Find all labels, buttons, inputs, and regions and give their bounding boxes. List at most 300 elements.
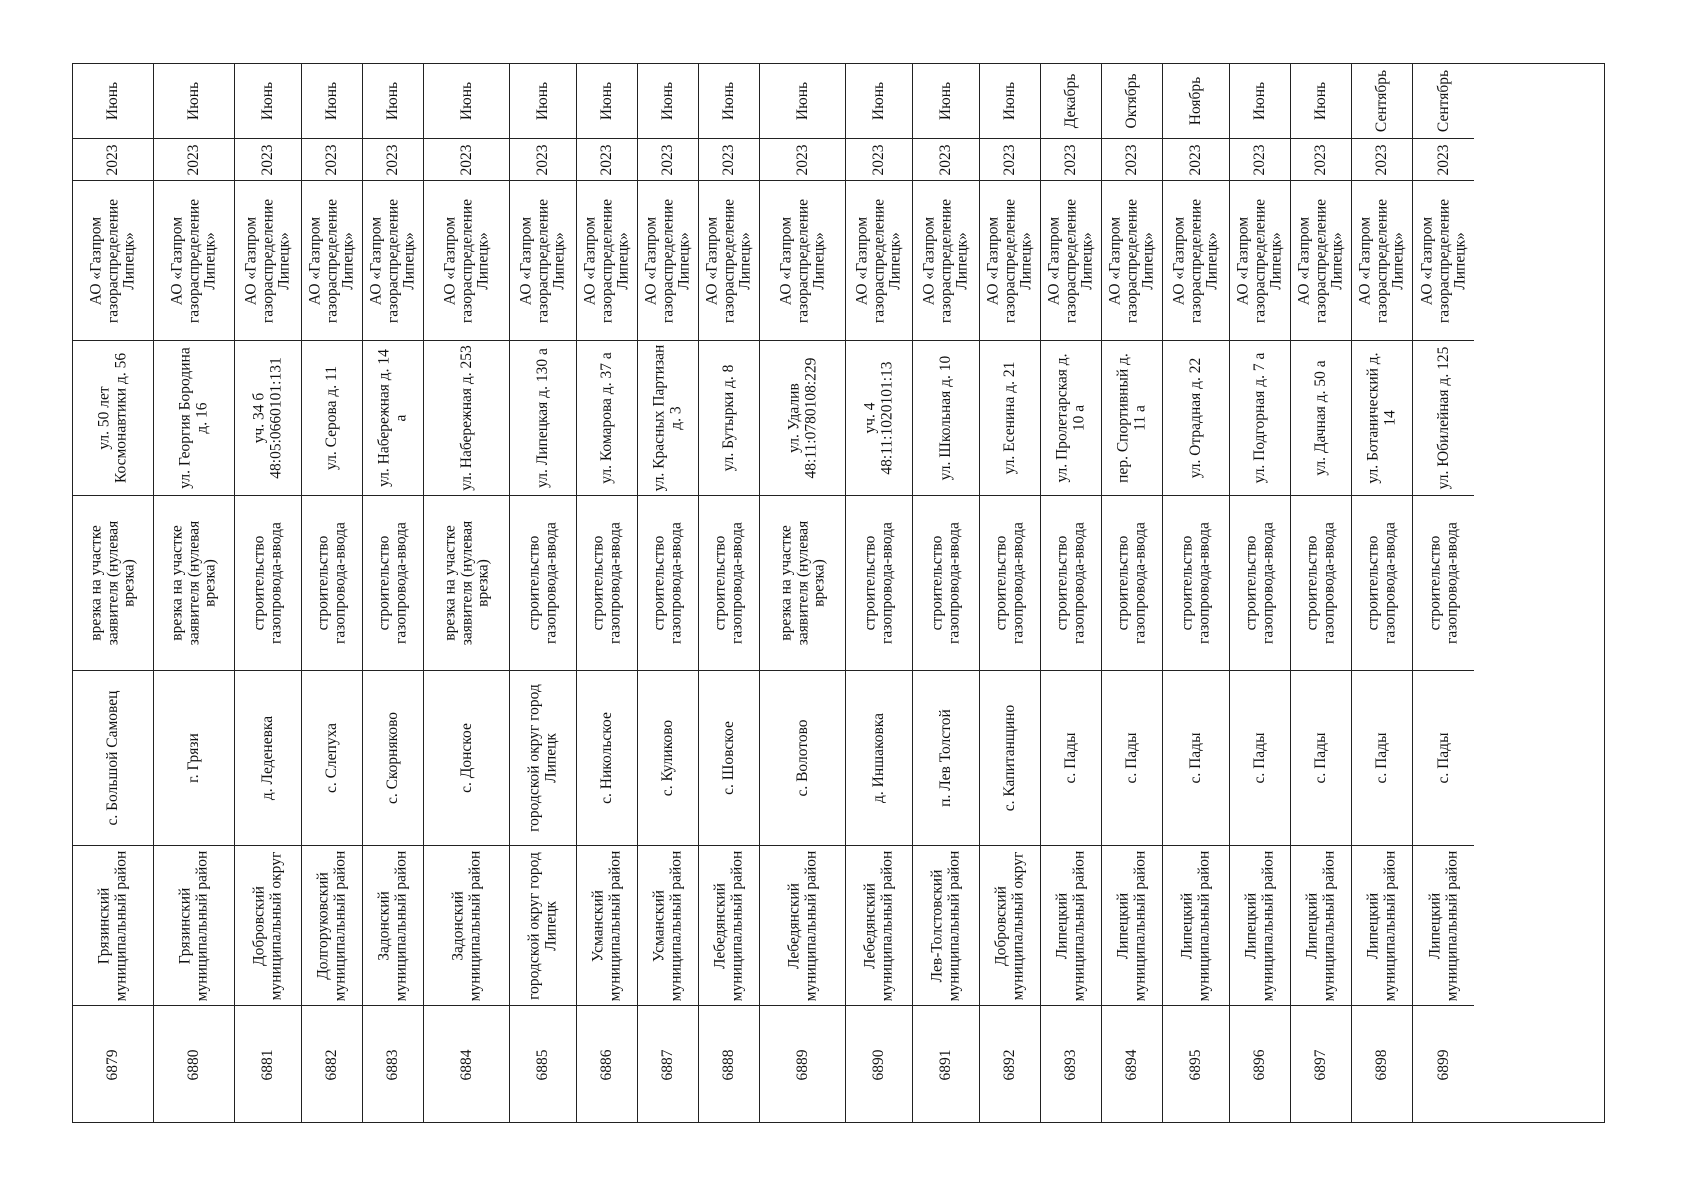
year-text: 2023 [533,144,551,175]
cell-locality [846,671,912,846]
num-text: 6887 [658,1049,676,1081]
organization-text: АО «Газпром газораспределение Липецк» [1356,198,1407,323]
cell-organization [846,181,912,341]
cell-work-type [638,496,698,671]
cell-year [980,139,1040,181]
cell-district [510,846,576,1006]
cell-month [1102,64,1162,139]
cell-year [1230,139,1290,181]
cell-address [760,341,845,496]
cell-month [73,64,153,139]
month-text: Декабрь [1061,73,1079,129]
cell-work-type [235,496,301,671]
cell-district [1291,846,1351,1006]
record-column [1291,64,1352,1122]
address-text: ул. Юбилейная д. 125 [1434,346,1452,490]
cell-address [1291,341,1351,496]
cell-month [424,64,509,139]
locality-text: г. Грязи [184,733,202,783]
month-text: Ноябрь [1186,76,1204,126]
cell-month [699,64,759,139]
cell-district [363,846,423,1006]
district-text: Долгоруковский муниципальный район [314,850,348,1001]
num-text: 6894 [1122,1049,1140,1081]
cell-month [846,64,912,139]
cell-year [363,139,423,181]
cell-work-type [73,496,153,671]
cell-locality [980,671,1040,846]
num-text: 6891 [936,1049,954,1081]
cell-organization [1352,181,1412,341]
year-text: 2023 [1434,144,1452,175]
record-column [363,64,424,1122]
cell-organization [699,181,759,341]
year-text: 2023 [383,144,401,175]
district-text: Задонский муниципальный район [449,850,483,1001]
year-text: 2023 [719,144,737,175]
cell-month [638,64,698,139]
cell-address [1163,341,1229,496]
month-text: Июнь [533,81,551,121]
organization-text: АО «Газпром газораспределение Липецк» [242,198,293,323]
num-text: 6884 [457,1049,475,1081]
cell-num [760,1006,845,1124]
work-type-text: строительство газопровода-ввода [1053,522,1087,644]
address-text: ул. Есенина д. 21 [1000,361,1018,475]
cell-district [424,846,509,1006]
cell-year [1413,139,1474,181]
work-type-text: строительство газопровода-ввода [1303,522,1337,644]
cell-district [760,846,845,1006]
cell-month [1163,64,1229,139]
cell-month [510,64,576,139]
cell-month [913,64,979,139]
organization-text: АО «Газпром газораспределение Липецк» [1106,198,1157,323]
work-type-text: врезка на участке заявителя (нулевая врезка) [168,520,219,646]
num-text: 6883 [383,1049,401,1081]
cell-address [235,341,301,496]
work-type-text: врезка на участке заявителя (нулевая врезка) [776,520,827,646]
locality-text: д. Иншаковка [869,713,887,803]
cell-num [1413,1006,1474,1124]
district-text: Липецкий муниципальный район [1053,850,1087,1001]
cell-work-type [1352,496,1412,671]
cell-year [577,139,637,181]
cell-work-type [913,496,979,671]
work-type-text: строительство газопровода-ввода [314,522,348,644]
cell-num [638,1006,698,1124]
cell-district [577,846,637,1006]
year-text: 2023 [869,144,887,175]
year-text: 2023 [1061,144,1079,175]
record-column [913,64,980,1122]
organization-text: АО «Газпром газораспределение Липецк» [367,198,418,323]
locality-text: с. Донское [457,723,475,793]
work-type-text: строительство газопровода-ввода [525,522,559,644]
cell-work-type [980,496,1040,671]
cell-year [638,139,698,181]
organization-text: АО «Газпром газораспределение Липецк» [517,198,568,323]
cell-organization [1102,181,1162,341]
cell-district [73,846,153,1006]
year-text: 2023 [1122,144,1140,175]
record-column [1163,64,1230,1122]
work-type-text: строительство газопровода-ввода [250,522,284,644]
cell-address [510,341,576,496]
cell-address [302,341,362,496]
cell-year [1163,139,1229,181]
locality-text: с. Шовское [719,721,737,795]
record-column [638,64,699,1122]
cell-work-type [510,496,576,671]
cell-locality [1102,671,1162,846]
cell-organization [1413,181,1474,341]
cell-address [1102,341,1162,496]
record-column [699,64,760,1122]
organization-text: АО «Газпром газораспределение Липецк» [1417,198,1468,323]
cell-district [1413,846,1474,1006]
cell-address [980,341,1040,496]
cell-num [846,1006,912,1124]
num-text: 6897 [1311,1049,1329,1081]
num-text: 6880 [184,1049,202,1081]
address-text: пер. Спортивный д. 11 а [1114,353,1148,483]
num-text: 6892 [1000,1049,1018,1081]
record-column [1413,64,1474,1122]
cell-year [1041,139,1101,181]
year-text: 2023 [597,144,615,175]
cell-num [510,1006,576,1124]
month-text: Июнь [258,81,276,121]
cell-organization [638,181,698,341]
work-type-text: строительство газопровода-ввода [1114,522,1148,644]
cell-num [577,1006,637,1124]
month-text: Июнь [936,81,954,121]
cell-organization [1041,181,1101,341]
year-text: 2023 [103,144,121,175]
cell-address [1413,341,1474,496]
district-text: Добровский муниципальный округ [992,851,1026,1000]
year-text: 2023 [658,144,676,175]
cell-num [1041,1006,1101,1124]
locality-text: с. Никольское [597,712,615,804]
year-text: 2023 [184,144,202,175]
cell-district [302,846,362,1006]
year-text: 2023 [936,144,954,175]
year-text: 2023 [322,144,340,175]
month-text: Июнь [1000,81,1018,121]
organization-text: АО «Газпром газораспределение Липецк» [581,198,632,323]
cell-month [1413,64,1474,139]
cell-year [1291,139,1351,181]
address-text: ул. Удалив 48:11:0780108:229 [785,357,819,479]
address-text: уч. 4 48:11:1020101:13 [861,361,895,475]
organization-text: АО «Газпром газораспределение Липецк» [87,198,138,323]
district-text: Грязинский муниципальный район [95,850,129,1001]
num-text: 6890 [869,1049,887,1081]
cell-num [1291,1006,1351,1124]
district-text: Лебедянский муниципальный район [711,850,745,1001]
cell-num [980,1006,1040,1124]
locality-text: с. Скорняково [383,711,401,805]
cell-num [154,1006,234,1124]
cell-month [1041,64,1101,139]
locality-text: с. Волотово [793,719,811,797]
cell-address [73,341,153,496]
work-type-text: строительство газопровода-ввода [1178,522,1212,644]
cell-locality [577,671,637,846]
record-column [73,64,154,1122]
record-column [1102,64,1163,1122]
cell-district [1230,846,1290,1006]
cell-organization [235,181,301,341]
cell-organization [913,181,979,341]
num-text: 6895 [1186,1049,1204,1081]
cell-num [302,1006,362,1124]
num-text: 6879 [103,1049,121,1081]
num-text: 6882 [322,1049,340,1081]
organization-text: АО «Газпром газораспределение Липецк» [984,198,1035,323]
cell-month [577,64,637,139]
record-column [846,64,913,1122]
cell-year [302,139,362,181]
cell-district [846,846,912,1006]
cell-work-type [1291,496,1351,671]
organization-text: АО «Газпром газораспределение Липецк» [703,198,754,323]
cell-locality [760,671,845,846]
month-text: Июнь [322,81,340,121]
month-text: Июнь [793,81,811,121]
month-text: Июнь [103,81,121,121]
district-text: Лебедянский муниципальный район [785,850,819,1001]
address-text: ул. Георгия Бородина д. 16 [176,347,210,489]
address-text: уч. 34 б 48:05:0660101:131 [250,357,284,479]
year-text: 2023 [1000,144,1018,175]
cell-organization [1291,181,1351,341]
locality-text: д. Леденевка [258,715,276,801]
cell-work-type [1413,496,1474,671]
work-type-text: строительство газопровода-ввода [589,522,623,644]
district-text: Грязинский муниципальный район [176,850,210,1001]
cell-locality [1413,671,1474,846]
year-text: 2023 [258,144,276,175]
address-text: ул. Серова д. 11 [322,366,340,470]
cell-address [1041,341,1101,496]
cell-year [510,139,576,181]
address-text: ул. Школьная д. 10 [936,355,954,481]
year-text: 2023 [793,144,811,175]
cell-month [760,64,845,139]
record-column [1230,64,1291,1122]
record-column [235,64,302,1122]
cell-locality [699,671,759,846]
cell-district [638,846,698,1006]
address-text: ул. Дачная д. 50 а [1311,360,1329,476]
cell-year [73,139,153,181]
cell-work-type [577,496,637,671]
month-text: Июнь [1250,81,1268,121]
cell-address [424,341,509,496]
cell-work-type [1041,496,1101,671]
organization-text: АО «Газпром газораспределение Липецк» [440,198,491,323]
year-text: 2023 [1311,144,1329,175]
work-type-text: строительство газопровода-ввода [1426,522,1460,644]
work-type-text: строительство газопровода-ввода [1364,522,1398,644]
district-text: Лебедянский муниципальный район [861,850,895,1001]
cell-organization [363,181,423,341]
cell-district [235,846,301,1006]
cell-year [1102,139,1162,181]
address-text: ул. 50 лет Космонавтики д. 56 [95,352,129,484]
cell-district [1163,846,1229,1006]
address-text: ул. Пролетарская д. 10 а [1053,353,1087,483]
address-text: ул. Набережная д. 14 а [375,349,409,487]
cell-month [154,64,234,139]
num-text: 6898 [1372,1049,1390,1081]
cell-num [699,1006,759,1124]
cell-organization [1163,181,1229,341]
record-column [1041,64,1102,1122]
num-text: 6899 [1434,1049,1452,1081]
cell-num [363,1006,423,1124]
district-text: Липецкий муниципальный район [1242,850,1276,1001]
cell-year [913,139,979,181]
work-type-text: строительство газопровода-ввода [861,522,895,644]
locality-text: с. Большой Самовец [103,690,121,826]
month-text: Июнь [1311,81,1329,121]
cell-address [577,341,637,496]
cell-locality [424,671,509,846]
address-text: ул. Набережная д. 253 [457,345,475,491]
cell-locality [154,671,234,846]
num-text: 6888 [719,1049,737,1081]
cell-year [235,139,301,181]
locality-text: с. Пады [1061,732,1079,784]
district-text: Липецкий муниципальный район [1178,850,1212,1001]
district-text: Усманский муниципальный район [650,850,684,1001]
cell-month [1230,64,1290,139]
cell-locality [1041,671,1101,846]
organization-text: АО «Газпром газораспределение Липецк» [306,198,357,323]
cell-num [1102,1006,1162,1124]
locality-text: с. Слепуха [322,722,340,794]
cell-locality [1230,671,1290,846]
cell-address [1230,341,1290,496]
cell-month [302,64,362,139]
month-text: Сентябрь [1372,69,1390,133]
organization-text: АО «Газпром газораспределение Липецк» [1045,198,1096,323]
cell-month [1291,64,1351,139]
locality-text: с. Куликово [658,719,676,797]
num-text: 6889 [793,1049,811,1081]
address-text: ул. Красных Партизан д. 3 [650,344,684,492]
num-text: 6881 [258,1049,276,1081]
cell-organization [980,181,1040,341]
cell-locality [302,671,362,846]
cell-organization [577,181,637,341]
locality-text: с. Пады [1372,732,1390,784]
address-text: ул. Комарова д. 37 а [597,352,615,484]
organization-text: АО «Газпром газораспределение Липецк» [920,198,971,323]
cell-year [760,139,845,181]
cell-locality [510,671,576,846]
cell-address [363,341,423,496]
cell-organization [73,181,153,341]
num-text: 6885 [533,1049,551,1081]
month-text: Сентябрь [1434,69,1452,133]
cell-address [699,341,759,496]
district-text: Добровский муниципальный округ [250,851,284,1000]
cell-work-type [154,496,234,671]
record-column [760,64,846,1122]
district-text: Липецкий муниципальный район [1426,850,1460,1001]
work-type-text: строительство газопровода-ввода [1242,522,1276,644]
cell-work-type [760,496,845,671]
locality-text: с. Капитанщино [1000,704,1018,812]
organization-text: АО «Газпром газораспределение Липецк» [168,198,219,323]
month-text: Июнь [383,81,401,121]
cell-num [73,1006,153,1124]
month-text: Июнь [719,81,737,121]
record-column [154,64,235,1122]
record-column [1352,64,1413,1122]
work-type-text: строительство газопровода-ввода [650,522,684,644]
record-column [577,64,638,1122]
cell-year [699,139,759,181]
cell-address [1352,341,1412,496]
cell-work-type [699,496,759,671]
work-type-text: строительство газопровода-ввода [375,522,409,644]
work-type-text: строительство газопровода-ввода [928,522,962,644]
cell-locality [913,671,979,846]
cell-locality [73,671,153,846]
cell-address [913,341,979,496]
record-column [510,64,577,1122]
address-text: ул. Подгорная д. 7 а [1250,352,1268,484]
locality-text: с. Пады [1122,732,1140,784]
locality-text: п. Лев Толстой [936,709,954,807]
cell-num [913,1006,979,1124]
cell-district [154,846,234,1006]
district-text: Липецкий муниципальный район [1114,850,1148,1001]
record-column [980,64,1041,1122]
cell-work-type [1102,496,1162,671]
locality-text: с. Пады [1311,732,1329,784]
cell-year [1352,139,1412,181]
organization-text: АО «Газпром газораспределение Липецк» [853,198,904,323]
cell-organization [510,181,576,341]
cell-organization [1230,181,1290,341]
month-text: Июнь [869,81,887,121]
cell-locality [1352,671,1412,846]
locality-text: городской округ город Липецк [525,684,559,832]
district-text: Липецкий муниципальный район [1303,850,1337,1001]
cell-work-type [1163,496,1229,671]
address-text: ул. Бутырки д. 8 [719,364,737,472]
locality-text: с. Пады [1250,732,1268,784]
cell-num [235,1006,301,1124]
cell-num [424,1006,509,1124]
organization-text: АО «Газпром газораспределение Липецк» [1170,198,1221,323]
cell-month [235,64,301,139]
cell-district [1352,846,1412,1006]
organization-text: АО «Газпром газораспределение Липецк» [1234,198,1285,323]
cell-district [1102,846,1162,1006]
record-column [424,64,510,1122]
cell-year [154,139,234,181]
cell-locality [235,671,301,846]
rotated-table [72,63,1605,1123]
